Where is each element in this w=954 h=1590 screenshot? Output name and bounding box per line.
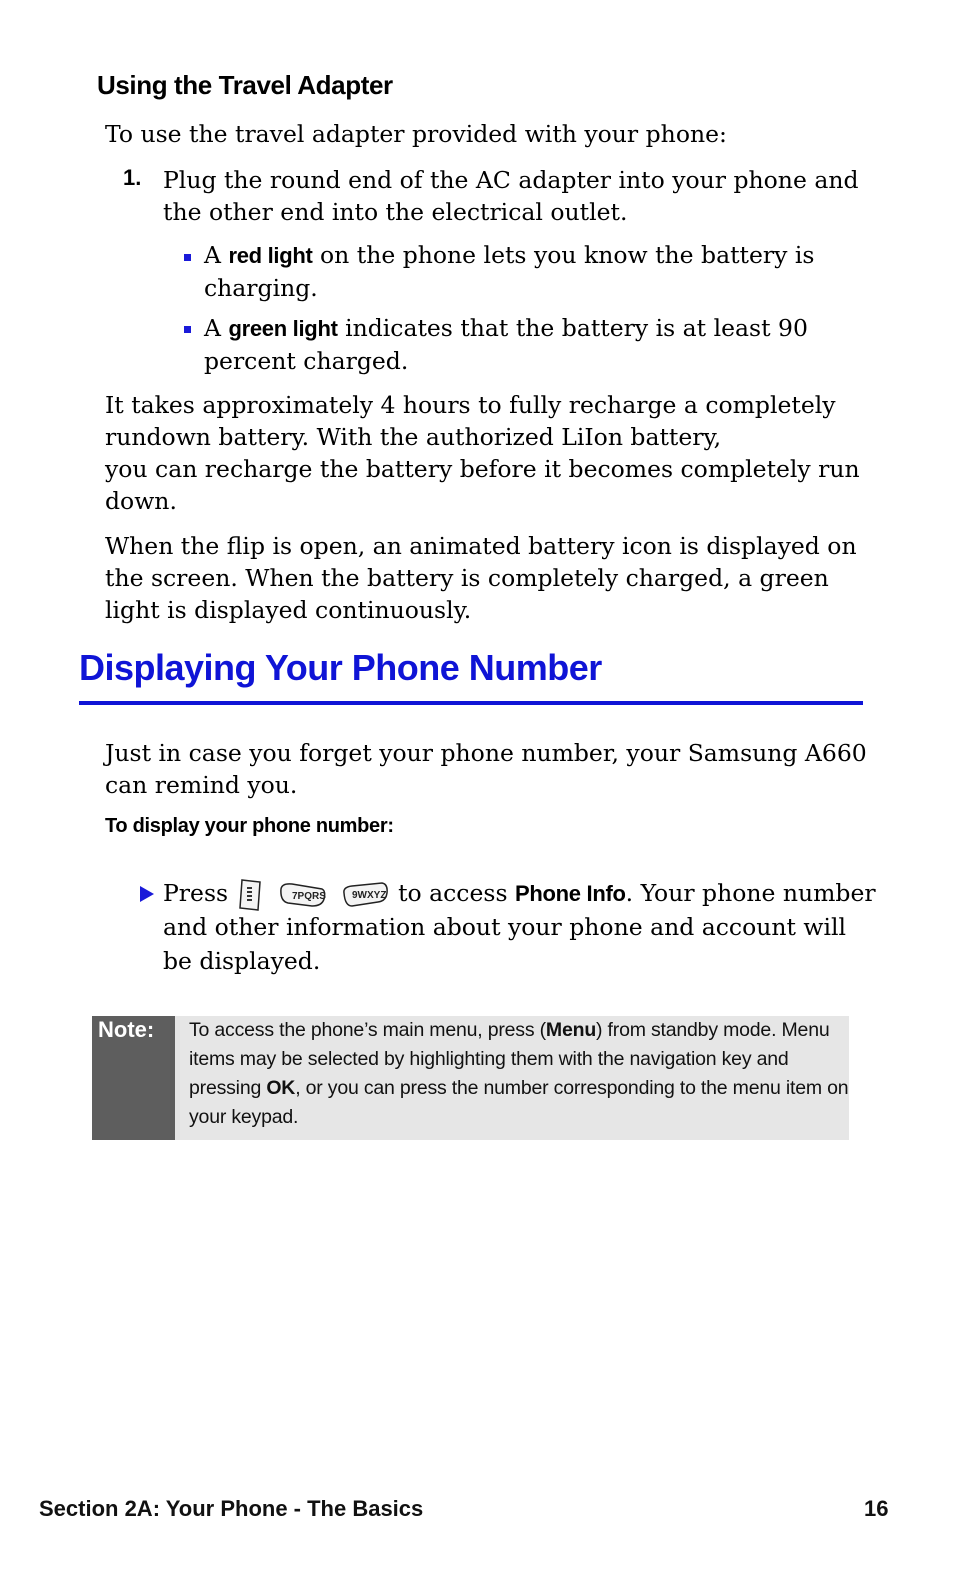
bullet-square-icon — [184, 326, 191, 333]
note-label: Note: — [98, 1017, 155, 1042]
note-part2: ) from standby mode. Menu items may be selected by highlighting them with the navigation key and pressing — [189, 1019, 830, 1099]
bullet-red-light — [204, 239, 844, 304]
section-title: Displaying Your Phone Number — [79, 647, 602, 688]
step-number: 1. — [123, 165, 142, 190]
footer-section: Section 2A: Your Phone - The Basics — [39, 1496, 424, 1521]
key-9-icon — [340, 881, 390, 909]
press-instruction — [163, 876, 883, 912]
bullet-prefix: A — [204, 241, 229, 269]
recharge-paragraph-part1: It takes approximately 4 hours to fully recharge a completely rundown battery. With the authorized LiIon battery, — [105, 391, 836, 451]
bullet-rest: on the phone lets you know the battery is charging. — [204, 241, 815, 302]
key-7-icon — [278, 881, 328, 909]
section-divider — [79, 701, 863, 705]
key-9-label: 9WXYZ — [352, 889, 387, 901]
page-number: 16 — [864, 1496, 889, 1521]
keyword-green-light: green light — [228, 316, 338, 341]
procedure-label: To display your phone number: — [105, 815, 394, 837]
intro-paragraph: To use the travel adapter provided with your phone: — [105, 120, 727, 148]
note-part3: , or you can press the number corresponding to the menu item on your keypad. — [189, 1077, 849, 1128]
note-part1: To access the phone’s main menu, press ( — [189, 1019, 546, 1041]
bullet-rest: indicates that the battery is at least 90 percent charged. — [204, 314, 808, 375]
press-word: Press — [163, 879, 229, 907]
subheading: Using the Travel Adapter — [97, 70, 393, 100]
bullet-prefix: A — [204, 314, 229, 342]
key-7-label: 7PQRS — [292, 890, 326, 902]
menu-key-icon — [236, 878, 264, 912]
press-line-2: and other information about your phone and account will — [163, 913, 847, 941]
flip-paragraph: When the flip is open, an animated battery icon is displayed on the screen. When the battery is completely charged, a green light is displayed continuously. — [105, 532, 857, 624]
arrow-right-icon — [140, 886, 154, 902]
keyword-red-light: red light — [228, 243, 313, 268]
recharge-paragraph-part2: you can recharge the battery before it becomes completely run down. — [105, 455, 860, 515]
note-text — [189, 1016, 854, 1132]
press-rest: . Your phone number — [625, 879, 876, 907]
step-text: Plug the round end of the AC adapter into your phone and the other end into the electrical outlet. — [163, 166, 859, 226]
phone-info-keyword: Phone Info — [514, 881, 626, 906]
to-access-text: to access — [398, 879, 508, 907]
press-instruction-continued — [163, 910, 883, 978]
press-line-3: be displayed. — [163, 947, 321, 975]
recharge-paragraph — [105, 389, 865, 517]
bullet-green-light — [204, 312, 844, 377]
menu-keyword: Menu — [545, 1019, 597, 1041]
forget-paragraph: Just in case you forget your phone number, your Samsung A660 can remind you. — [105, 739, 867, 799]
bullet-square-icon — [184, 254, 191, 261]
ok-keyword: OK — [266, 1077, 296, 1099]
